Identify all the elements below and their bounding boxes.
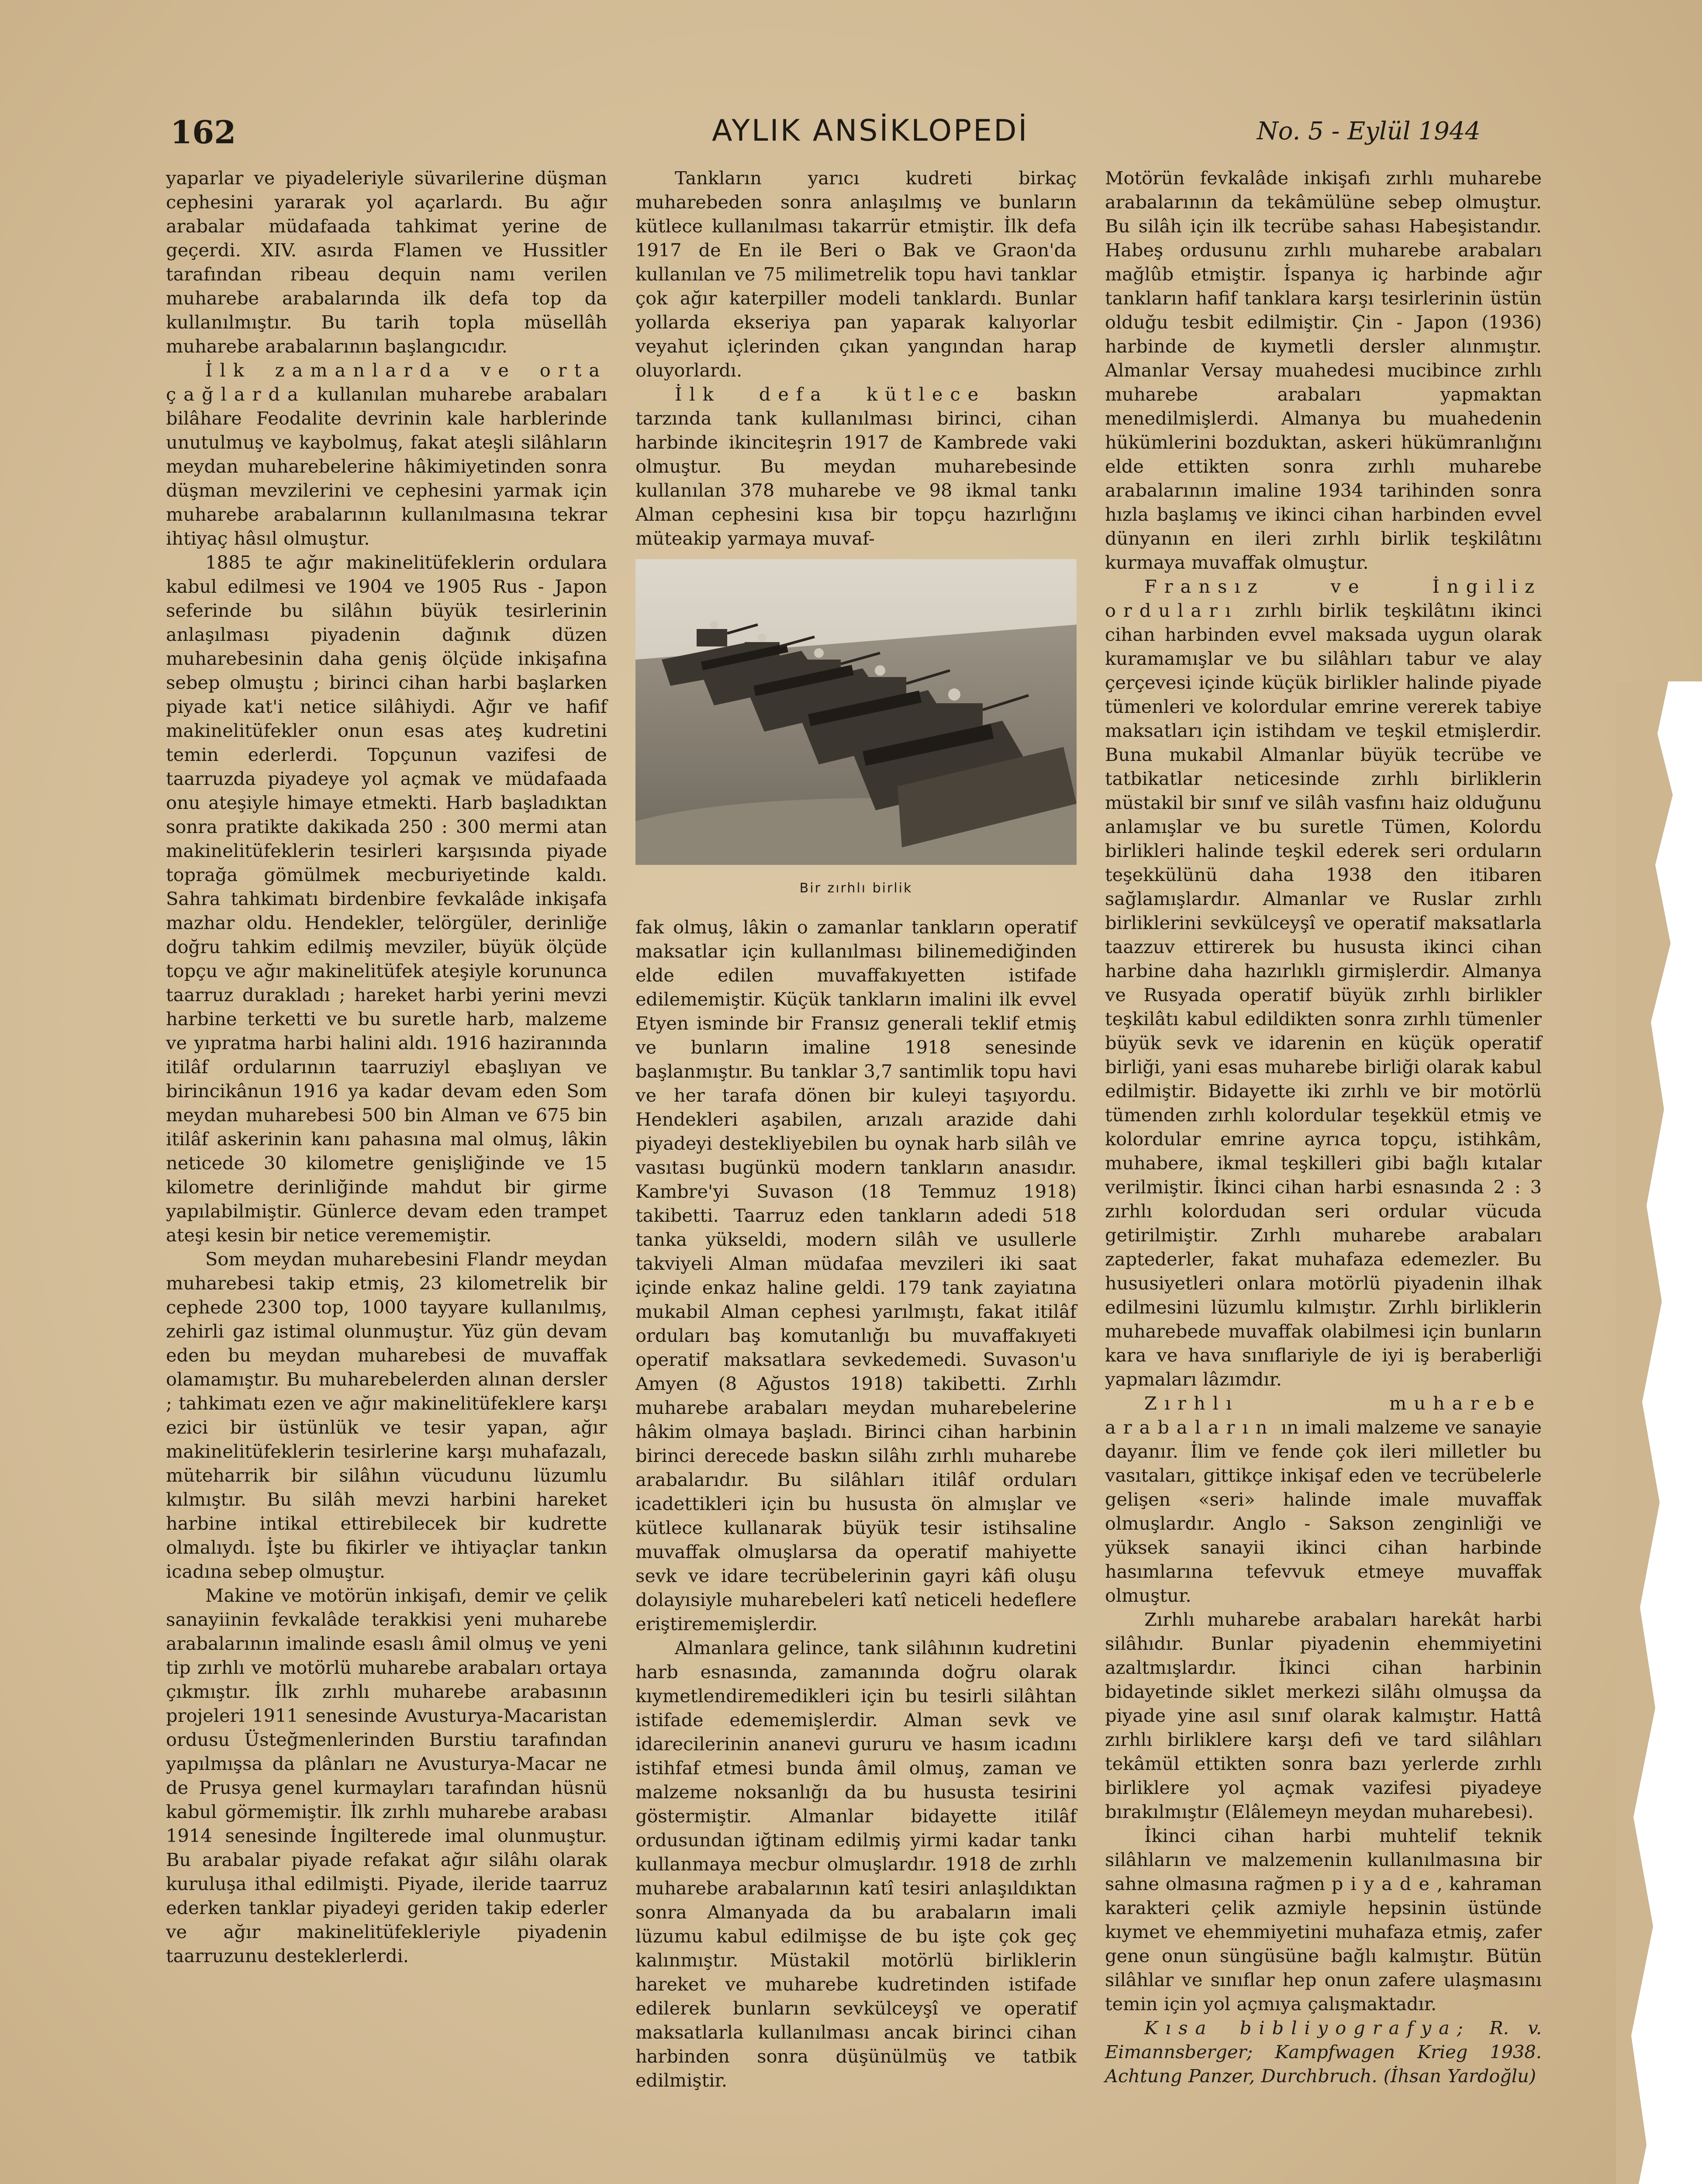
col3-paragraph-3-text: ın imali malzeme ve sanayie dayanır. İlim ve fende çok ileri milletler bu vasıtaları, gittikçe inkişaf eden ve tecrübelerle gelişen «seri» halinde imale muvaffak olmuşlardır. Anglo - Sakson zenginliği ve yüksek sanayii ikinci cihan harbinde hasımlarına tefevvuk etmeye muvaffak olmuştur. [1105, 1417, 1542, 1606]
bibliography-lead: Kısa bibliyografya; [1144, 2017, 1471, 2039]
col1-paragraph-2-text: kullanılan muharebe arabaları bilâhare Feodalite devrinin kale harblerinde unutulmuş ve kaybolmuş, fakat ateşli silâhların meydan muharebelerine hâkimiyetinden sonra düşman mevzilerini ve cephesini yarmak için muharebe arabalarının kullanılmasına tekrar ihtiyaç hâsıl olmuştur. [166, 384, 607, 549]
bibliography-text: R. v. Eimannsberger; Kampfwagen Krieg 1938. Achtung Panzer, Durchbruch. (İhsan Yardoğlu) [1105, 2017, 1542, 2087]
col3-paragraph-3 [1105, 1391, 1542, 1607]
col3-paragraph-5 [1105, 1824, 1542, 2016]
col2-paragraph-4: Almanlara gelince, tank silâhının kudretini harb esnasında, zamanında doğru olarak kıymetlendiremedikleri için bu tesirli silâhtan istifade edememişlerdir. Alman sevk ve idarecilerinin ananevi gururu ve hasım icadını istihfaf etmesi bunda âmil olmuş, zaman ve malzeme noksanlığı da bu hususta tesirini göstermiştir. Almanlar bidayette itilâf ordusundan iğtinam edilmiş yirmi kadar tankı kullanmaya mecbur olmuşlardır. 1918 de zırhlı muharebe arabalarının katî tesiri anlaşıldıktan sonra Almanyada da bu arabaların imali lüzumu kabul edilmişse de bu işte çok geç kalınmıştır. Müstakil motörlü birliklerin hareket ve muharebe kudretinden istifade edilerek bunların sevkülceyşî ve operatif maksatlarla kullanılması ancak birinci cihan harbinden sonra düşünülmüş ve tatbik edilmiştir. [635, 1637, 1077, 2091]
col2-paragraph-2-text: baskın tarzında tank kullanılması birinci, cihan harbinde ikinciteşrin 1917 de Kambrede vaki olmuştur. Bu meydan muharebesinde kullanılan 378 muharebe ve 98 ikmal tankı Alman cephesini kısa bir topçu hazırlığını müteakip yarmaya muvaf- [635, 384, 1077, 549]
column-3 [1105, 166, 1542, 2088]
journal-title: AYLIK ANSİKLOPEDİ [712, 114, 1029, 148]
spaced-lead: İlk defa kütlece [675, 384, 986, 405]
torn-edge-shape [1616, 681, 1702, 2184]
column-2 [635, 166, 1077, 2092]
page-header [170, 105, 1481, 153]
col1-paragraph-2 [166, 358, 607, 550]
col3-paragraph-5-b: , kahraman karakteri çelik azmiyle hepsinin üstünde kıymet ve ehemmiyetini muhafaza etmiş, zafer gene onun süngüsüne bağlı kalmıştır. Bütün silâhlar ve sınıflar hep onun zafere ulaşmasını temin için yol açmıya çalışmaktadır. [1105, 1873, 1542, 2015]
bibliography [1105, 2016, 1542, 2088]
col1-paragraph-4: Som meydan muharebesini Flandr meydan muharebesi takip etmiş, 23 kilometrelik bir cephede 2300 top, 1000 tayyare kullanılmış, zehirli gaz istimal olunmuştur. Yüz gün devam eden bu meydan muharebesi de muvaffak olamamıştır. Bu muharebelerden alınan dersler ; tahkimatı ezen ve ağır makinelitüfeklere karşı ezici bir üstünlük ve tesir yapan, ağır makinelitüfeklerin tesirlerine karşı muhafazalı, müteharrik bir silâhın vücudunu lüzumlu kılmıştır. Bu silâh mevzi harbini hareket harbine intikal ettirebilecek bir kudrette olmalıydı. İşte bu fikirler ve ihtiyaçlar tankın icadına sebep olmuştur. [166, 1248, 607, 1582]
col3-paragraph-2-text: zırhlı birlik teşkilâtını ikinci cihan harbinden evvel maksada uygun olarak kuramamışlar ve bu silâhları tabur ve alay çerçevesi içinde küçük birlikler halinde piyade tümenleri ve kolordular emrine vererek tabiye maksatları için istihdam ve teşkil etmişlerdir. Buna mukabil Almanlar büyük tecrübe ve tatbikatlar neticesinde zırhlı birliklerin müstakil bir sınıf ve silâh vasfını haiz olduğunu anlamışlar ve bu suretle Tümen, Kolordu birlikleri halinde teşkil ederek seri orduların teşekkülünü daha 1938 den itibaren sağlamışlardır. Almanlar ve Ruslar zırhlı birliklerini sevkülceyşî ve operatif maksatlarla taazzuv ettirerek bu hususta ikinci cihan harbine daha hazırlıklı girmişlerdir. Almanya ve Rusyada operatif büyük zırhlı birlikler teşkilâtı kabul edildikten sonra zırhlı tümenler büyük sevk ve idarenin en küçük operatif birliği, yani esas muharebe birliği olarak kabul edilmiştir. Bidayette iki zırhlı ve bir motörlü tümenden zırhlı kolordular teşekkül etmiş ve kolordular emrine ayrıca topçu, istihkâm, muhabere, ikmal teşkilleri gibi bağlı kıtalar verilmiştir. İkinci cihan harbi esnasında 2 : 3 zırhlı kolordudan seri ordular vücuda getirilmiştir. Zırhlı muharebe arabaları zaptederler, fakat muhafaza edemezler. Bu hususiyetleri onlara motörlü piyadenin ilhak edilmesini lüzumlu kılmıştır. Zırhlı birliklerin muharebede muvaffak olabilmesi için bunların kara ve hava sınıflariyle de iyi iş beraberliği yapmaları lâzımdır. [1105, 600, 1542, 1390]
spaced-lead: İlk zamanlarda ve orta çağlarda [166, 359, 607, 405]
col1-paragraph-3: 1885 te ağır makinelitüfeklerin ordulara kabul edilmesi ve 1904 ve 1905 Rus - Japon seferinde bu silâhın büyük tesirlerinin anlaşılması piyadenin dağınık düzen muharebesinin daha geniş ölçüde inkişafına sebep olmuştu ; birinci cihan harbi başlarken piyade kat'i netice silâhiydi. Ağır ve hafif makinelitüfekler onun esas ateş kudretini temin ederlerdi. Topçunun vazifesi de taarruzda piyadeye yol açmak ve müdafaada onu ateşiyle himaye etmekti. Harb başladıktan sonra pratikte dakikada 250 : 300 mermi atan makinelitüfeklerin tesirleri karşısında piyade toprağa gömülmek mecburiyetinde kaldı. Sahra tahkimatı birdenbire fevkalâde inkişafa mazhar oldu. Hendekler, telörgüler, derinliğe doğru tahkim edilmiş mevziler, büyük ölçüde topçu ve ağır makinelitüfek ateşiyle korununca taarruz durakladı ; hareket harbi yerini mevzi harbine terketti ve bu suretle harb, malzeme ve yıpratma harbi halini aldı. 1916 haziranında itilâf ordularının taarruziyl ebaşlıyan ve birincikânun 1916 ya kadar devam eden Som meydan muharebesi 500 bin Alman ve 675 bin itilâf askerinin kanı pahasına mal olmuş, lâkin neticede 30 kilometre genişliğinde ve 15 kilometre derinliğinde mahdut bir girme yapılabilmiştir. Günlerce devam eden trampet ateşi kesin bir netice verememiştir. [166, 552, 607, 1246]
page-number: 162 [170, 114, 236, 151]
spaced-word: piyade [1331, 1873, 1437, 1894]
spaced-lead: Fransız ve İngiliz orduları [1105, 576, 1542, 621]
spaced-lead: Zırhlı muharebe arabaların [1105, 1393, 1542, 1438]
col1-paragraph-1: yaparlar ve piyadeleriyle süvarilerine düşman cephesini yararak yol açarlardı. Bu ağır arabalar müdafaada tahkimat yerine de geçerdi. XIV. asırda Flamen ve Hussitler tarafından ribeau dequin namı verilen muharebe arabalarında ilk defa top da kullanılmıştır. Bu tarih topla müsellâh muharebe arabalarının başlangıcıdır. [166, 167, 607, 357]
col1-paragraph-5: Makine ve motörün inkişafı, demir ve çelik sanayiinin fevkalâde terakkisi yeni muharebe arabalarının imalinde esaslı âmil olmuş ve yeni tip zırhlı ve motörlü muharebe arabaları ortaya çıkmıştır. İlk zırhlı muharebe arabasının projeleri 1911 senesinde Avusturya-Macaristan ordusu Üsteğmenlerinden Burstiu tarafından yapılmışsa da plânları ne Avusturya-Macar ne de Prusya genel kurmayları tarafından hüsnü kabul görmemiştir. İlk zırhlı muharebe arabası 1914 senesinde İngilterede imal olunmuştur. Bu arabalar piyade refakat ağır silâhı olarak kuruluşa ithal edilmişti. Piyade, ileride taarruz ederken tanklar piyadeyi geriden takip ederler ve ağır makinelitüfekleriyle piyadenin taarruzunu desteklerlerdi. [166, 1585, 607, 1966]
issue-info: No. 5 - Eylül 1944 [1257, 117, 1481, 145]
tank-photo [635, 559, 1077, 900]
col3-paragraph-2 [1105, 574, 1542, 1391]
col3-paragraph-5-a: İkinci cihan harbi muhtelif teknik silâhların ve malzemenin kullanılmasına bir sahne olmasına rağmen [1105, 1825, 1542, 1894]
col3-paragraph-4: Zırhlı muharebe arabaları harekât harbi silâhıdır. Bunlar piyadenin ehemmiyetini azaltmışlardır. İkinci cihan harbinin bidayetinde siklet merkezi silâhı olmuşsa da piyade yine asıl sınıf olarak kalmıştır. Hattâ zırhlı birliklere karşı defi ve tard silâhları tekâmül ettikten sonra bazı yerlerde zırhlı birliklere yol açmak vazifesi piyadeye bırakılmıştır (Elâlemeyn meydan muharebesi). [1105, 1609, 1542, 1822]
column-1 [166, 166, 607, 1968]
torn-edge [1616, 681, 1702, 2184]
tank-column-image [635, 559, 1077, 865]
col2-paragraph-1: Tankların yarıcı kudreti birkaç muharebeden sonra anlaşılmış ve bunların kütlece kullanılması takarrür etmiştir. İlk defa 1917 de En ile Beri o Bak ve Graon'da kullanılan ve 75 milimetrelik topu havi tanklar çok ağır katerpiller modeli tanklardı. Bunlar yollarda ekseriya pan yaparak kalıyorlar veyahut içlerinden çıkan yangından harap oluyorlardı. [635, 167, 1077, 381]
col2-paragraph-2 [635, 382, 1077, 550]
col2-paragraph-3: fak olmuş, lâkin o zamanlar tankların operatif maksatlar için kullanılması bilinemediğinden elde edilen muvaffakıyetten istifade edilememiştir. Küçük tankların imalini ilk evvel Etyen isminde bir Fransız generali teklif etmiş ve bunların imaline 1918 senesinde başlanmıştır. Bu tanklar 3,7 santimlik topu havi ve her tarafa dönen bir kuleyi taşıyordu. Hendekleri aşabilen, arızalı arazide dahi piyadeyi destekliyebilen bu oynak harb silâh ve vasıtası bugünkü modern tankların anasıdır. Kambre'yi Suvason (18 Temmuz 1918) takibetti. Taarruz eden tankların adedi 518 tanka yükseldi, modern silâh ve usullerle takviyeli Alman müdafaa mevzileri iki saat içinde enkaz haline geldi. 179 tank zayiatına mukabil Alman cephesi yarılmıştı, fakat itilâf orduları baş komutanlığı bu muvaffakıyeti operatif maksatlara sevkedemedi. Suvason'u Amyen (8 Ağustos 1918) takibetti. Zırhlı muharebe arabaları meydan muharebelerine hâkim olmaya başladı. Birinci cihan harbinin birinci derecede baskın silâhı zırhlı muharebe arabalarıdır. Bu silâhları itilâf orduları icadettikleri için bu hususta ön almışlar ve kütlece kullanarak büyük tesir istihsaline muvaffak olmuşlarsa da operatif mahiyette sevk ve idare tecrübelerinin gayri kâfi oluşu dolayısiyle muharebeleri katî neticeli hedeflere eriştirememişlerdir. [635, 916, 1077, 1635]
col3-paragraph-1: Motörün fevkalâde inkişafı zırhlı muharebe arabalarının da tekâmülüne sebep olmuştur. Bu silâh için ilk tecrübe sahası Habeşistandır. Habeş ordusunu zırhlı muharebe arabaları mağlûb etmiştir. İspanya iç harbinde ağır tankların hafif tanklara karşı tesirlerinin üstün olduğu tesbit edilmiştir. Çin - Japon (1936) harbinde de kıymetli dersler alınmıştır. Almanlar Versay muahedesi mucibince zırhlı muharebe arabaları yapmaktan menedilmişlerdi. Almanya bu muahedenin hükümlerini bozduktan, askeri hükümranlığını elde ettikten sonra zırhlı muharebe arabalarının imaline 1934 tarihinden sonra hızla başlamış ve ikinci cihan harbinden evvel dünyanın en ileri zırhlı birlik teşkilâtını kurmaya muvaffak olmuştur. [1105, 167, 1542, 573]
photo-caption: Bir zırhlı birlik [799, 881, 913, 896]
